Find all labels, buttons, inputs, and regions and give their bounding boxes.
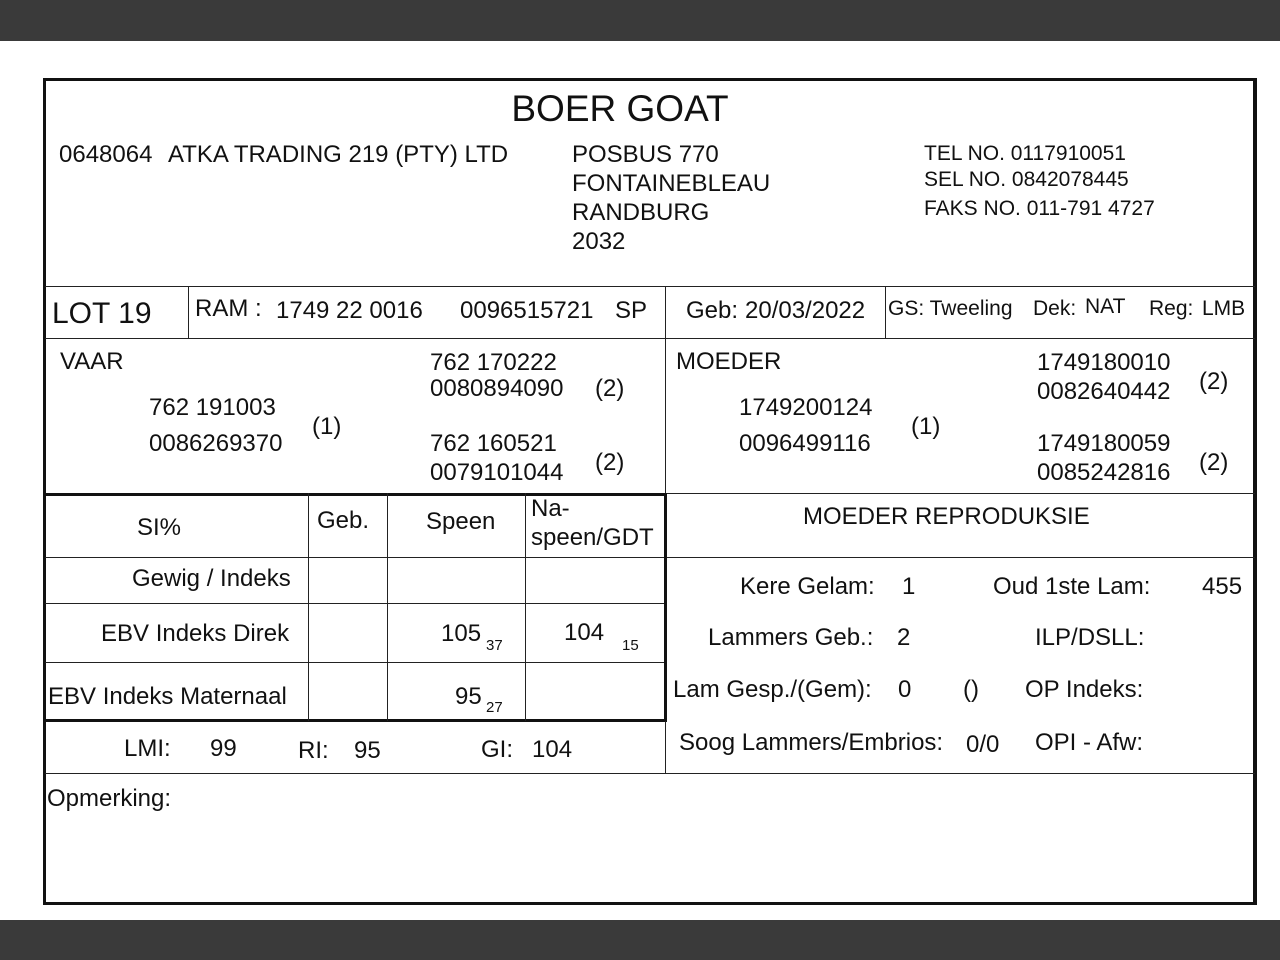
moeder-granddam-generation: (2): [1199, 449, 1229, 476]
gi-value: 104: [532, 736, 573, 763]
breeder-name: ATKA TRADING 219 (PTY) LTD: [168, 141, 509, 168]
vaar-granddam-generation: (2): [595, 449, 625, 476]
naspeen-column-header-line2: speen/GDT: [531, 524, 654, 551]
registration-number: 0096515721: [460, 297, 594, 324]
vaar-granddam-id: 762 160521: [430, 430, 557, 457]
lot-number: LOT 19: [52, 297, 152, 330]
lam-gesp-label: Lam Gesp./(Gem):: [673, 676, 872, 703]
reg-label: Reg:: [1149, 297, 1194, 320]
row-label-direk: EBV Indeks Direk: [101, 620, 290, 647]
moeder-id: 1749200124: [739, 394, 873, 421]
divider-geb: [885, 286, 886, 338]
geb-label: Geb:: [686, 297, 739, 324]
si-table-right-border: [664, 493, 667, 721]
lammers-geb-value: 2: [897, 624, 911, 651]
lam-gesp-value: 0: [898, 676, 912, 703]
geb-column-header: Geb.: [317, 507, 370, 534]
gi-label: GI:: [481, 736, 514, 763]
tel-number: TEL NO. 0117910051: [924, 142, 1126, 165]
dek-value: NAT: [1085, 295, 1126, 318]
vaar-grandsire-id: 762 170222: [430, 349, 557, 376]
maternaal-speen-accuracy: 27: [486, 699, 503, 716]
reproduction-header: MOEDER REPRODUKSIE: [803, 503, 1090, 530]
moeder-granddam-number: 0085242816: [1037, 459, 1171, 486]
page-title: BOER GOAT: [511, 88, 729, 129]
lmi-label: LMI:: [124, 735, 171, 762]
address-line-4: 2032: [572, 228, 626, 255]
moeder-number: 0096499116: [739, 430, 871, 457]
row-label-maternaal: EBV Indeks Maternaal: [48, 683, 287, 710]
si-table-bottom-border: [45, 719, 667, 722]
moeder-generation: (1): [911, 413, 941, 440]
birth-date: 20/03/2022: [745, 297, 866, 324]
row-label-gewig: Gewig / Indeks: [132, 565, 291, 592]
vaar-id: 762 191003: [149, 394, 276, 421]
lam-gesp-gem-value: (): [963, 676, 979, 703]
kere-gelam-value: 1: [902, 573, 916, 600]
moeder-grandsire-generation: (2): [1199, 368, 1229, 395]
moeder-granddam-id: 1749180059: [1037, 430, 1171, 457]
gs-twin: GS: Tweeling: [888, 297, 1013, 320]
moeder-label: MOEDER: [676, 348, 782, 375]
address-line-1: POSBUS 770: [572, 141, 719, 168]
sp-code: SP: [615, 297, 648, 324]
divider-remarks: [45, 773, 1255, 774]
vaar-grandsire-generation: (2): [595, 375, 625, 402]
ram-label: RAM :: [195, 295, 262, 322]
ilp-dsll-label: ILP/DSLL:: [1035, 624, 1145, 651]
vaar-label: VAAR: [60, 348, 124, 375]
moeder-grandsire-number: 0082640442: [1037, 378, 1171, 405]
vaar-grandsire-number: 0080894090: [430, 375, 564, 402]
address-line-2: FONTAINEBLEAU: [572, 170, 771, 197]
bottom-bar: [0, 920, 1280, 960]
direk-naspeen-accuracy: 15: [622, 637, 639, 654]
direk-naspeen-value: 104: [564, 619, 605, 646]
vaar-generation: (1): [312, 413, 342, 440]
naspeen-column-header-line1: Na-: [531, 495, 570, 522]
divider-si-col1: [308, 493, 309, 721]
soog-lammers-label: Soog Lammers/Embrios:: [679, 729, 944, 756]
address-line-3: RANDBURG: [572, 199, 710, 226]
faks-number: FAKS NO. 011-791 4727: [924, 197, 1155, 220]
si-column-header: SI%: [137, 514, 182, 541]
sel-number: SEL NO. 0842078445: [924, 168, 1129, 191]
si-table-top-border: [45, 493, 667, 496]
soog-lammers-value: 0/0: [966, 731, 1000, 758]
lammers-geb-label: Lammers Geb.:: [708, 624, 874, 651]
oud-1ste-lam-value: 455: [1202, 573, 1243, 600]
op-indeks-label: OP Indeks:: [1025, 676, 1144, 703]
ram-id: 1749 22 0016: [276, 297, 423, 324]
speen-column-header: Speen: [426, 508, 496, 535]
divider-header: [45, 286, 1255, 287]
divider-pedigree-right: [665, 493, 1255, 494]
divider-si-row1: [45, 603, 667, 604]
vaar-granddam-number: 0079101044: [430, 459, 564, 486]
divider-lot-row: [45, 338, 1255, 339]
vaar-number: 0086269370: [149, 430, 283, 457]
moeder-grandsire-id: 1749180010: [1037, 349, 1171, 376]
oud-1ste-lam-label: Oud 1ste Lam:: [993, 573, 1151, 600]
maternaal-speen-value: 95: [455, 683, 482, 710]
reg-value: LMB: [1202, 297, 1246, 320]
kere-gelam-label: Kere Gelam:: [740, 573, 875, 600]
divider-lot: [188, 286, 189, 338]
ri-value: 95: [354, 737, 381, 764]
lmi-value: 99: [210, 735, 237, 762]
direk-speen-accuracy: 37: [486, 637, 503, 654]
ri-label: RI:: [298, 737, 329, 764]
remarks-label: Opmerking:: [47, 785, 172, 812]
top-bar: [0, 0, 1280, 41]
divider-si-header: [45, 557, 1255, 558]
divider-si-col2: [387, 493, 388, 721]
divider-si-col3: [525, 493, 526, 721]
dek-label: Dek:: [1033, 297, 1077, 320]
divider-si-row2: [45, 662, 667, 663]
direk-speen-value: 105: [441, 620, 482, 647]
opi-afw-label: OPI - Afw:: [1035, 729, 1144, 756]
breeder-code: 0648064: [59, 141, 153, 168]
